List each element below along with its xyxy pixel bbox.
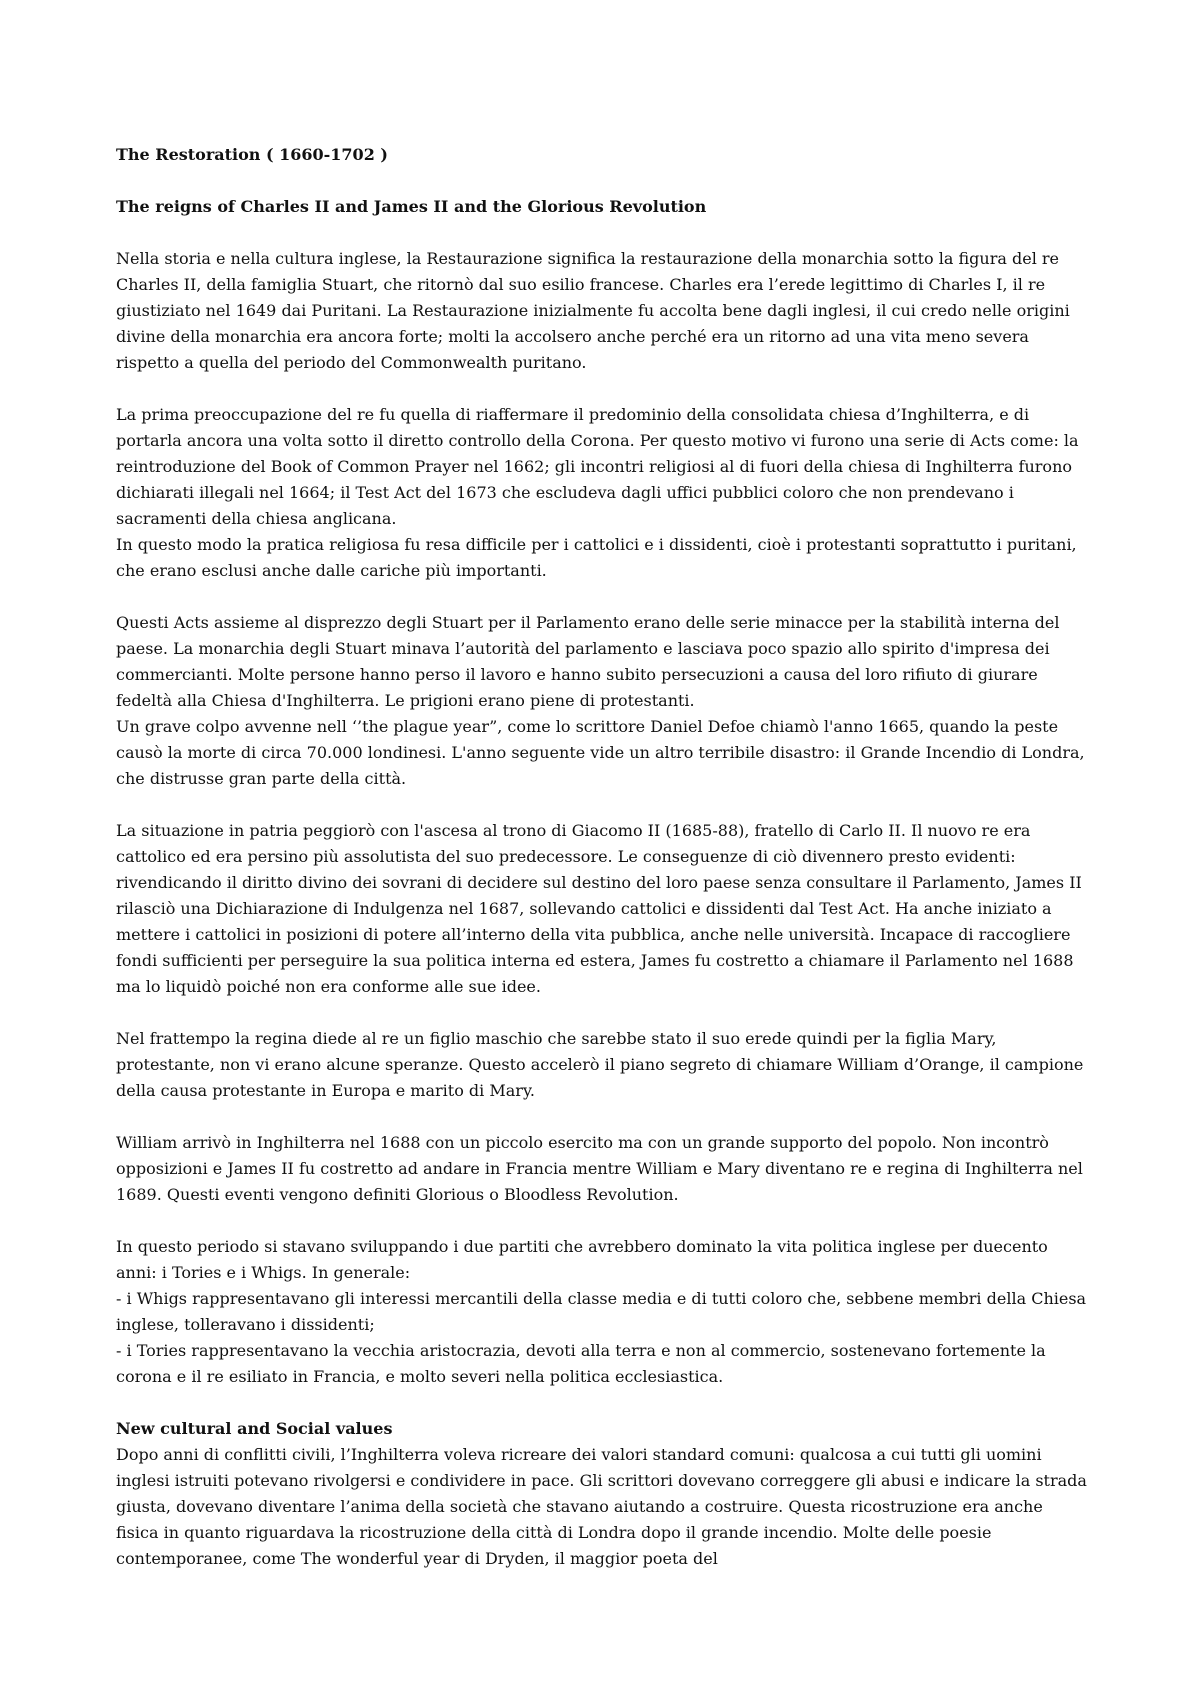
paragraph-plague-fire: Un grave colpo avvenne nell ‘’the plague year”, come lo scrittore Daniel Defoe chiamò l'anno 1665, quando la peste causò la morte di circa 70.000 londinesi. L'anno seguente vide un altro terribile disastro: il Grande Incendio di Londra, che distrusse gran parte della città. xyxy=(116,717,1085,788)
paragraph-restoration-intro: Nella storia e nella cultura inglese, la Restaurazione significa la restaurazione della monarchia sotto la figura del re Charles II, della famiglia Stuart, che ritornò dal suo esilio francese. Charles era l’erede legittimo di Charles I, il re giustiziato nel 1649 dai Puritani. La Restaurazione inizialmente fu accolta bene dagli inglesi, il cui credo nelle origini divine della monarchia era ancora forte; molti la accolsero anche perché era un ritorno ad una vita meno severa rispetto a quella del periodo del Commonwealth puritano. xyxy=(116,249,1070,372)
paragraph-james-ii: La situazione in patria peggiorò con l'ascesa al trono di Giacomo II (1685-88), fratello di Carlo II. Il nuovo re era cattolico ed era persino più assolutista del suo predecessore. Le conseguenze di ciò divennero presto evidenti: rivendicando il diritto divino dei sovrani di decidere sul destino del loro paese senza consultare il Parlamento, James II rilasciò una Dichiarazione di Indulgenza nel 1687, sollevando cattolici e dissidenti dal Test Act. Ha anche iniziato a mettere i cattolici in posizioni di potere all’interno della vita pubblica, anche nelle università. Incapace di raccogliere fondi sufficienti per perseguire la sua politica interna ed estera, James fu costretto a chiamare il Parlamento nel 1688 ma lo liquidò poiché non era conforme alle sue idee. xyxy=(116,821,1082,996)
list-item-whigs: - i Whigs rappresentavano gli interessi mercantili della classe media e di tutti coloro che, sebbene membri della Chiesa inglese, tolleravano i dissidenti; xyxy=(116,1289,1087,1334)
document-title: The Restoration ( 1660-1702 ) xyxy=(116,145,388,164)
list-item-tories: - i Tories rappresentavano la vecchia aristocrazia, devoti alla terra e non al commercio, sostenevano fortemente la corona e il re esiliato in Francia, e molto severi nella politica ecclesiastica. xyxy=(116,1341,1046,1386)
paragraph-religious-practice: In questo modo la pratica religiosa fu resa difficile per i cattolici e i dissidenti, cioè i protestanti soprattutto i puritani, che erano esclusi anche dalle cariche più importanti. xyxy=(116,535,1077,580)
paragraph-cultural-values: Dopo anni di conflitti civili, l’Inghilterra voleva ricreare dei valori standard comuni: qualcosa a cui tutti gli uomini inglesi istruiti potevano rivolgersi e condividere in pace. Gli scrittori dovevano correggere gli abusi e indicare la strada giusta, dovevano diventare l’anima della società che stavano aiutando a costruire. Questa ricostruzione era anche fisica in quanto riguardava la ricostruzione della città di Londra dopo il grande incendio. Molte delle poesie contemporanee, come The wonderful year di Dryden, il maggior poeta del xyxy=(116,1445,1087,1568)
paragraph-church-acts: La prima preoccupazione del re fu quella di riaffermare il predominio della consolidata chiesa d’Inghilterra, e di portarla ancora una volta sotto il diretto controllo della Corona. Per questo motivo vi furono una serie di Acts come: la reintroduzione del Book of Common Prayer nel 1662; gli incontri religiosi al di fuori della chiesa di Inghilterra furono dichiarati illegali nel 1664; il Test Act del 1673 che escludeva dagli uffici pubblici coloro che non prendevano i sacramenti della chiesa anglicana. xyxy=(116,405,1079,528)
paragraph-stuart-threats: Questi Acts assieme al disprezzo degli Stuart per il Parlamento erano delle serie minacce per la stabilità interna del paese. La monarchia degli Stuart minava l’autorità del parlamento e lasciava poco spazio allo spirito d'impresa dei commercianti. Molte persone hanno perso il lavoro e hanno subito persecuzioni a causa del loro rifiuto di giurare fedeltà alla Chiesa d'Inghilterra. Le prigioni erano piene di protestanti. xyxy=(116,613,1060,710)
paragraph-glorious-revolution: William arrivò in Inghilterra nel 1688 con un piccolo esercito ma con un grande supporto del popolo. Non incontrò opposizioni e James II fu costretto ad andare in Francia mentre William e Mary diventano re e regina di Inghilterra nel 1689. Questi eventi vengono definiti Glorious o Bloodless Revolution. xyxy=(116,1133,1083,1204)
document-subtitle: The reigns of Charles II and James II and the Glorious Revolution xyxy=(116,197,707,216)
section-heading: New cultural and Social values xyxy=(116,1419,393,1438)
paragraph-parties-intro: In questo periodo si stavano sviluppando i due partiti che avrebbero dominato la vita politica inglese per duecento anni: i Tories e i Whigs. In generale: xyxy=(116,1237,1048,1282)
paragraph-heir-william: Nel frattempo la regina diede al re un figlio maschio che sarebbe stato il suo erede quindi per la figlia Mary, protestante, non vi erano alcune speranze. Questo accelerò il piano segreto di chiamare William d’Orange, il campione della causa protestante in Europa e marito di Mary. xyxy=(116,1029,1084,1100)
